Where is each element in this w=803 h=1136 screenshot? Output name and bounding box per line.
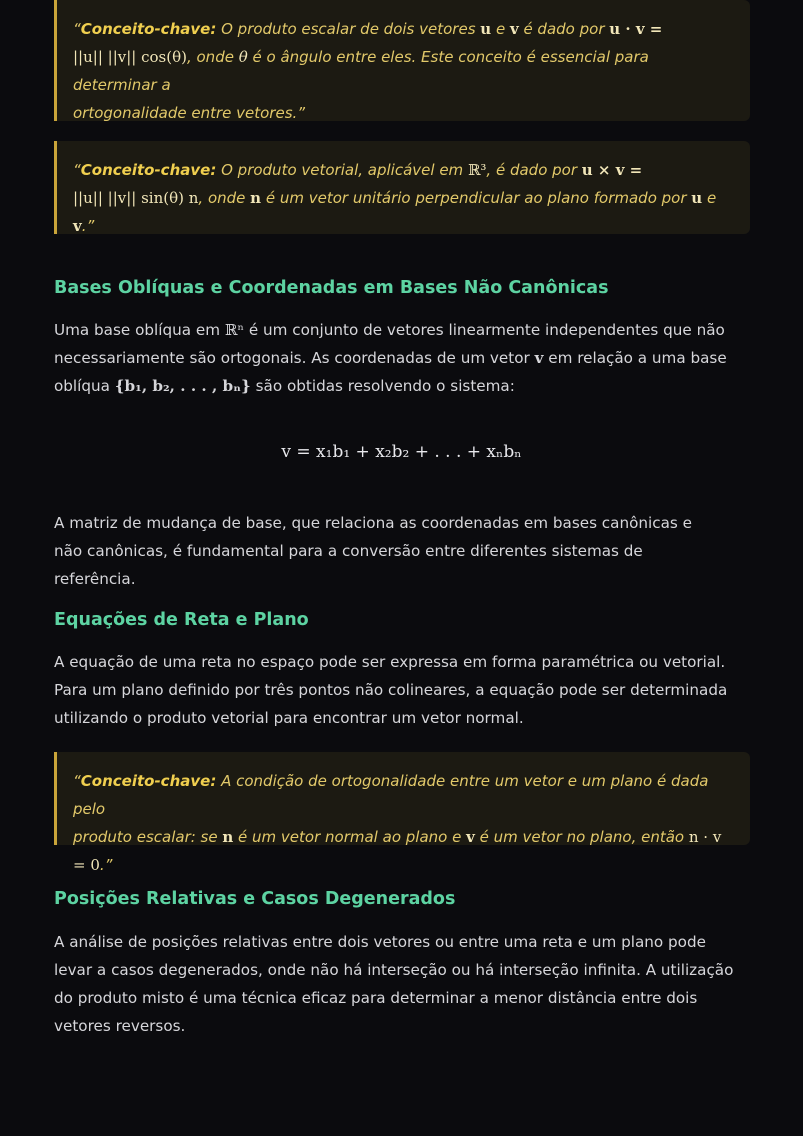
math-cross-product-rhs: ||u|| ||v|| sin(θ) n (73, 189, 199, 207)
math-vector-v: v (466, 828, 475, 846)
callout-text: “Conceito-chave: O produto vetorial, aplicável em ℝ³, é dado por u × v = ||u|| ||v|| sin(θ) n, onde n é um vetor unitário perpendicular ao plano formado por u e v.” (73, 161, 717, 235)
key-concept-callout-dot-product (54, 0, 750, 121)
math-dot-product: u · v = (609, 20, 663, 38)
math-vector-v: v (73, 217, 82, 235)
math-vector-u: u (480, 20, 492, 38)
section-paragraph-oblique-bases: Uma base oblíqua em ℝⁿ é um conjunto de vetores linearmente independentes que não necessariamente são ortogonais. As coordenadas de um vetor v em relação a uma base oblíqua {b₁, b₂, . . . , bₙ} são obtidas resolvendo o sistema: (54, 321, 727, 395)
callout-key-label: Conceito-chave: (80, 772, 217, 790)
math-orthogonality-condition: n · v = 0 (73, 828, 722, 874)
callout-key-label: Conceito-chave: (80, 161, 217, 179)
section-paragraph-line-plane: A equação de uma reta no espaço pode ser expressa em forma paramétrica ou vetorial. Para um plano definido por três pontos não colineares, a equação pode ser determinada utilizando o produto vetorial para encontrar um vetor normal. (54, 653, 728, 727)
math-theta: θ (238, 48, 248, 66)
section-title-relative-positions: Posições Relativas e Casos Degenerados (54, 889, 456, 909)
callout-key-label: Conceito-chave: (80, 20, 217, 38)
math-r3: ℝ³ (467, 161, 487, 179)
math-vector-n: n (250, 189, 262, 207)
math-vector-v: v (534, 349, 544, 367)
callout-text: “Conceito-chave: A condição de ortogonalidade entre um vetor e um plano é dada pelo produto escalar: se n é um vetor normal ao plano e v é um vetor no plano, então n · v = 0.” (73, 772, 722, 874)
math-rn: ℝⁿ (224, 321, 245, 339)
callout-text: “Conceito-chave: O produto escalar de dois vetores u e v é dado por u · v = ||u|| ||v|| cos(θ), onde θ é o ângulo entre eles. Este conceito é essencial para determinar a ortogonalidade entre vetores.” (73, 20, 663, 122)
section-title-line-plane-equations: Equações de Reta e Plano (54, 610, 309, 630)
section-title-oblique-bases: Bases Oblíquas e Coordenadas em Bases Não Canônicas (54, 278, 609, 298)
math-vector-n: n (222, 828, 234, 846)
math-basis-set: {b₁, b₂, . . . , bₙ} (114, 377, 251, 395)
display-equation-basis-combination: v = x₁b₁ + x₂b₂ + . . . + xₙbₙ (281, 442, 522, 462)
section-paragraph-relative-positions: A análise de posições relativas entre dois vetores ou entre uma reta e um plano pode levar a casos degenerados, onde não há interseção ou há interseção infinita. A utilização do produto misto é uma técnica eficaz para determinar a menor distância entre dois vetores reversos. (54, 933, 734, 1035)
math-cross-product: u × v = (581, 161, 643, 179)
math-vector-u: u (691, 189, 703, 207)
math-dot-product-rhs: ||u|| ||v|| cos(θ) (73, 48, 187, 66)
key-concept-callout-cross-product (54, 141, 750, 234)
section-paragraph-change-of-basis: A matriz de mudança de base, que relaciona as coordenadas em bases canônicas e não canônicas, é fundamental para a conversão entre diferentes sistemas de referência. (54, 514, 692, 588)
math-vector-v: v (509, 20, 519, 38)
key-concept-callout-orthogonality (54, 752, 750, 874)
